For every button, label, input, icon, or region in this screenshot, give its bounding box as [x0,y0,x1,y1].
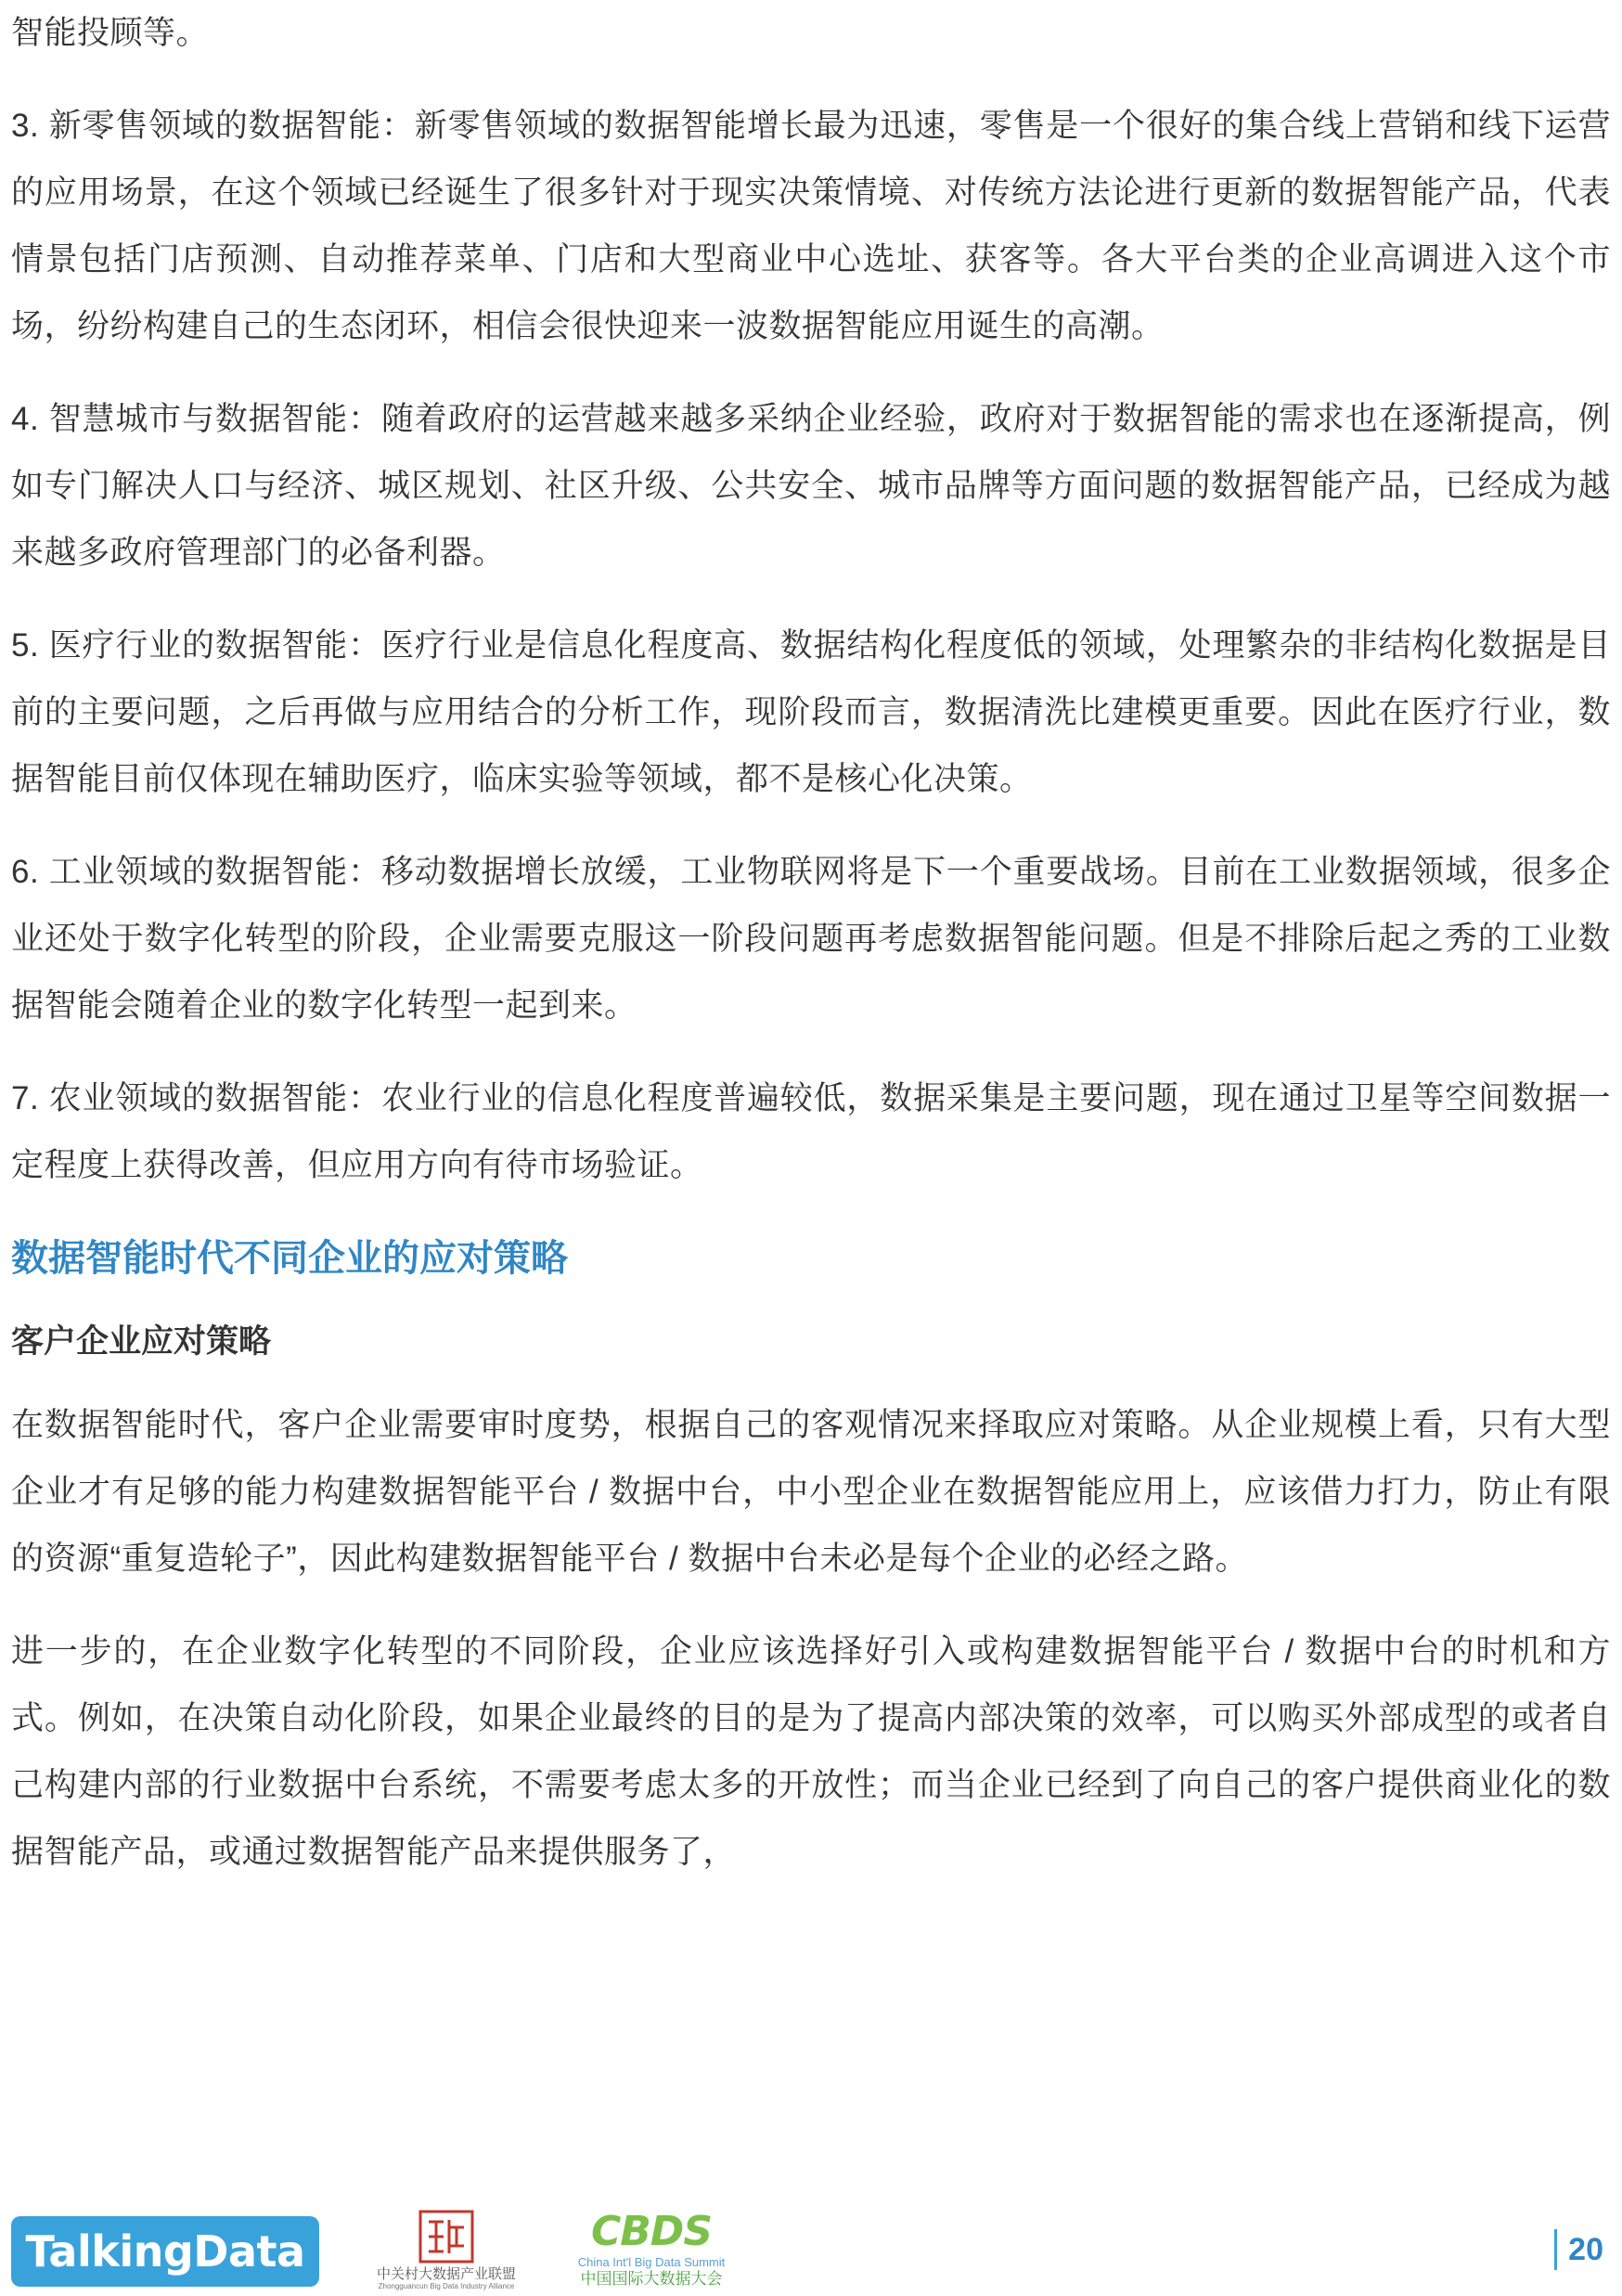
subsection-heading: 客户企业应对策略 [11,1323,272,1360]
page-number: 20 [1554,2229,1603,2270]
paragraph-strategy-2: 进一步的，在企业数字化转型的不同阶段，企业应该选择好引入或构建数据智能平台 / 数据中台的时机和方式。例如，在决策自动化阶段，如果企业最终的目的是为了提高内部决策的效率，可以购买外部成型的或者自己构建内部的行业数据中台系统，不需要考虑太多的开放性；而当企业已经到了向自己的客户提供商业化的数据智能产品，或通过数据智能产品来提供服务了， [11,1633,1611,1870]
zgc-name-en: Zhongguancun Big Data Industry Alliance [378,2282,515,2290]
paragraph-new-retail: 3. 新零售领域的数据智能：新零售领域的数据智能增长最为迅速，零售是一个很好的集合线上营销和线下运营的应用场景，在这个领域已经诞生了很多针对于现实决策情境、对传统方法论进行更新的数据智能产品，代表情景包括门店预测、自动推荐菜单、门店和大型商业中心选址、获客等。各大平台类的企业高调进入这个市场，纷纷构建自己的生态闭环，相信会很快迎来一波数据智能应用诞生的高潮。 [11,108,1611,344]
cbds-name-en: China Int'l Big Data Summit [577,2255,726,2269]
paragraph-agriculture: 7. 农业领域的数据智能：农业行业的信息化程度普遍较低，数据采集是主要问题，现在通过卫星等空间数据一定程度上获得改善，但应用方向有待市场验证。 [11,1080,1611,1183]
section-heading: 数据智能时代不同企业的应对策略 [11,1238,568,1279]
talkingdata-logo: TalkingData [11,2216,319,2287]
cbds-mark: CBDS [590,2208,713,2255]
seal-icon [418,2209,475,2264]
zgc-alliance-logo [349,2209,544,2296]
zgc-name-cn: 中关村大数据产业联盟 [376,2265,516,2282]
paragraph-medical: 5. 医疗行业的数据智能：医疗行业是信息化程度高、数据结构化程度低的领域，处理繁杂的非结构化数据是目前的主要问题，之后再做与应用结合的分析工作，现阶段而言，数据清洗比建模更重要。因此在医疗行业，数据智能目前仅体现在辅助医疗，临床实验等领域，都不是核心化决策。 [11,627,1611,797]
page-footer [0,2209,1622,2296]
cbds-logo [568,2209,735,2296]
document-body [11,0,1611,1886]
paragraph-industrial: 6. 工业领域的数据智能：移动数据增长放缓，工业物联网将是下一个重要战场。目前在工业数据领域，很多企业还处于数字化转型的阶段，企业需要克服这一阶段问题再考虑数据智能问题。但是不排除后起之秀的工业数据智能会随着企业的数字化转型一起到来。 [11,854,1611,1024]
cbds-name-cn: 中国国际大数据大会 [580,2270,723,2289]
paragraph-smart-city: 4. 智慧城市与数据智能：随着政府的运营越来越多采纳企业经验，政府对于数据智能的需求也在逐渐提高，例如专门解决人口与经济、城区规划、社区升级、公共安全、城市品牌等方面问题的数据智能产品，已经成为越来越多政府管理部门的必备利器。 [11,401,1611,571]
paragraph-continuation: 智能投顾等。 [11,15,210,51]
paragraph-strategy-1: 在数据智能时代，客户企业需要审时度势，根据自己的客观情况来择取应对策略。从企业规模上看，只有大型企业才有足够的能力构建数据智能平台 / 数据中台，中小型企业在数据智能应用上，应该借力打力，防止有限的资源“重复造轮子”，因此构建数据智能平台 / 数据中台未必是每个企业的必经之路。 [11,1407,1611,1577]
